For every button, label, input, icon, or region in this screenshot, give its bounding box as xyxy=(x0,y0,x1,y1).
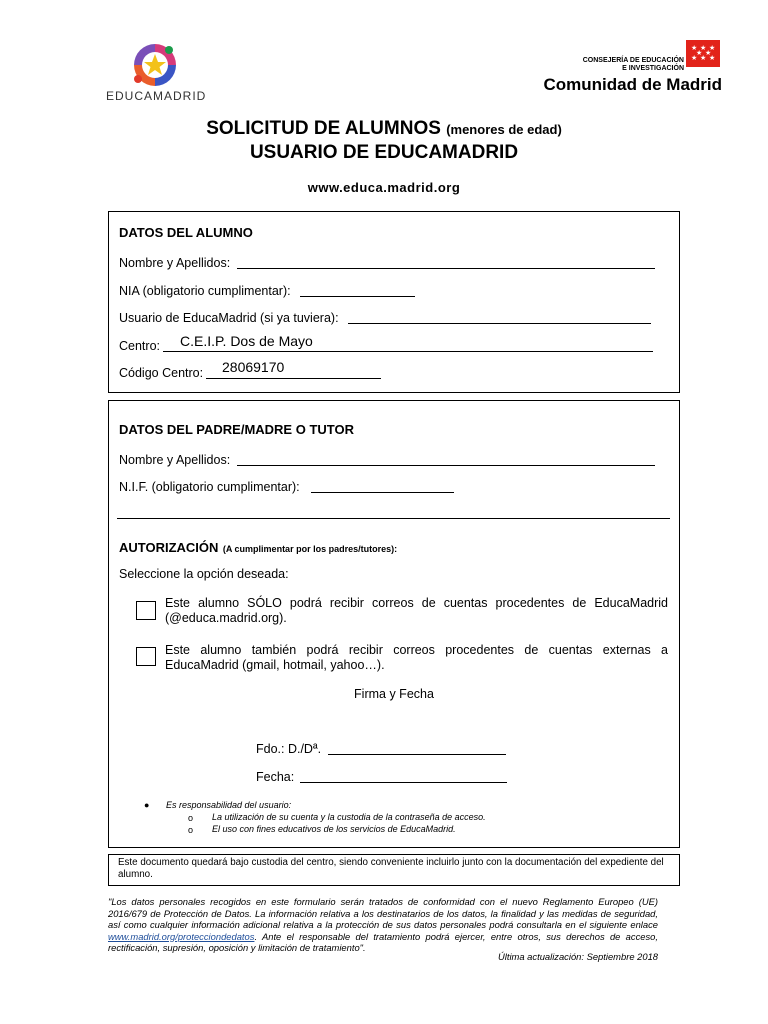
last-updated: Última actualización: Septiembre 2018 xyxy=(498,951,658,962)
alumno-codigo-value: 28069170 xyxy=(222,359,285,375)
firma-fecha-label: Firma y Fecha xyxy=(354,687,434,701)
alumno-nombre-label: Nombre y Apellidos: xyxy=(119,256,231,270)
alumno-usuario-field[interactable] xyxy=(348,323,651,324)
educamadrid-wordmark: EDUCAMADRID xyxy=(106,89,207,103)
tutor-nif-label: N.I.F. (obligatorio cumplimentar): xyxy=(119,480,300,494)
alumno-codigo-label: Código Centro: xyxy=(119,366,204,380)
fecha-field[interactable] xyxy=(300,782,507,783)
responsabilidad-item: El uso con fines educativos de los servicios de EducaMadrid. xyxy=(212,824,456,834)
alumno-centro-value: C.E.I.P. Dos de Mayo xyxy=(180,333,313,349)
sub-bullet-icon: o xyxy=(188,825,194,835)
alumno-nia-field[interactable] xyxy=(300,296,415,297)
bullet-dot: ● xyxy=(144,800,150,810)
alumno-nia-label: NIA (obligatorio cumplimentar): xyxy=(119,284,291,298)
responsabilidad-item: La utilización de su cuenta y la custodia de la contraseña de acceso. xyxy=(212,812,486,822)
section-divider xyxy=(117,518,670,519)
alumno-centro-label: Centro: xyxy=(119,339,160,353)
comunidad-name: Comunidad de Madrid xyxy=(543,75,722,94)
comunidad-madrid-logo xyxy=(514,40,722,96)
tutor-heading: DATOS DEL PADRE/MADRE O TUTOR xyxy=(119,422,354,437)
tutor-nombre-field[interactable] xyxy=(237,465,655,466)
fecha-label: Fecha: xyxy=(256,770,295,784)
page-title: SOLICITUD DE ALUMNOS (menores de edad) xyxy=(206,118,562,139)
consejeria-label: CONSEJERÍA DE EDUCACIÓN E INVESTIGACIÓN xyxy=(582,57,684,72)
page-subtitle: USUARIO DE EDUCAMADRID xyxy=(249,142,519,163)
tutor-nombre-label: Nombre y Apellidos: xyxy=(119,453,231,467)
fdo-field[interactable] xyxy=(328,754,506,755)
alumno-heading: DATOS DEL ALUMNO xyxy=(119,225,253,240)
fdo-label: Fdo.: D./Dª. xyxy=(256,742,322,756)
autorizacion-heading: AUTORIZACIÓN (A cumplimentar por los padres/tutores): xyxy=(119,540,398,555)
option1-checkbox[interactable] xyxy=(136,601,156,620)
sub-bullet-icon: o xyxy=(188,813,194,823)
option2-checkbox[interactable] xyxy=(136,647,156,666)
responsabilidad-label: Es responsabilidad del usuario: xyxy=(166,800,292,810)
educamadrid-star-icon xyxy=(128,42,208,90)
title-note: (menores de edad) xyxy=(446,122,562,137)
website: www.educa.madrid.org xyxy=(307,180,461,195)
alumno-centro-field[interactable] xyxy=(163,351,653,352)
privacy-note: "Los datos personales recogidos en este formulario serán tratados de conformidad con el nuevo Reglamento Europeo (UE) 2016/679 de Protección de Datos. La información relativa a los destinatarios de los datos, la finalidad y las medidas de seguridad, así como cualquier información adicional relativa a la protección de sus datos personales podrá consultarla en el siguiente enlace www.madrid.org/protecciondedatos. Ante el responsable del tratamiento podrá ejercer, entre otros, sus derechos de acceso, rectificación, supresión, oposición y limitación de tratamiento". xyxy=(108,896,658,953)
option2-text: Este alumno también podrá recibir correos procedentes de cuentas externas a EducaMadrid (gmail, hotmail, yahoo…). xyxy=(165,643,668,672)
autorizacion-prompt: Seleccione la opción deseada: xyxy=(119,567,289,581)
madrid-flag-icon: ★ ★ ★ ★ ★ ★ ★ ★ xyxy=(686,40,720,67)
alumno-usuario-label: Usuario de EducaMadrid (si ya tuviera): xyxy=(119,311,339,325)
tutor-nif-field[interactable] xyxy=(311,492,454,493)
option1-text: Este alumno SÓLO podrá recibir correos de cuentas procedentes de EducaMadrid (@educa.madrid.org). xyxy=(165,596,668,625)
privacy-link[interactable]: www.madrid.org/protecciondedatos xyxy=(108,930,255,942)
alumno-codigo-field[interactable] xyxy=(206,378,381,379)
autorizacion-note: (A cumplimentar por los padres/tutores): xyxy=(222,544,398,554)
alumno-nombre-field[interactable] xyxy=(237,268,655,269)
custodia-text: Este documento quedará bajo custodia del centro, siendo conveniente incluirlo junto con la documentación del expediente del alumno. xyxy=(118,857,664,880)
